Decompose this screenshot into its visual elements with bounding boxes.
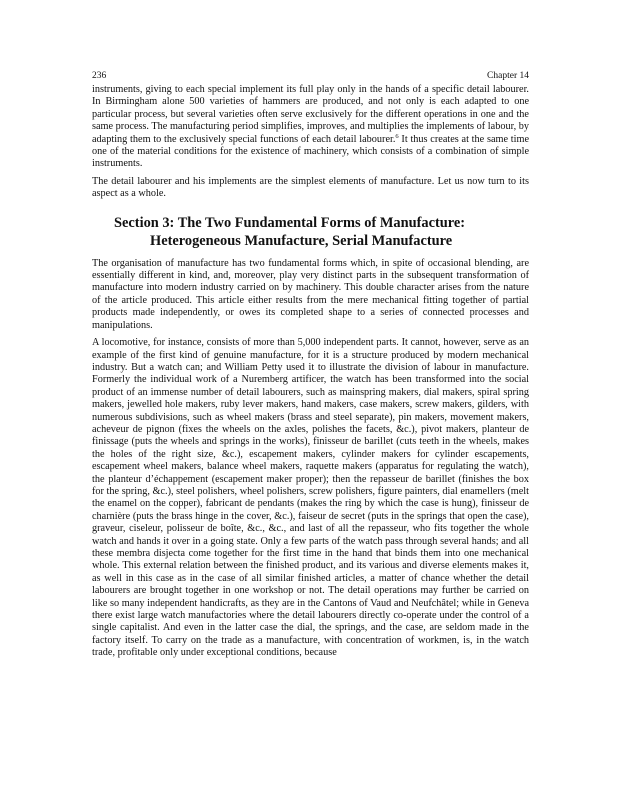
section-heading-line-1: Section 3: The Two Fundamental Forms of Manufacture: [114,214,466,231]
page-body [92,70,529,665]
footnote-marker-6[interactable]: 6 [395,132,399,140]
section-heading-line-2: Heterogeneous Manufacture, Serial Manufacture [150,232,453,249]
intro-paragraph-2: The detail labourer and his implements are the simplest elements of manufacture. Let us now turn to its aspect as a whole. [92,175,529,200]
intro-paragraph-1-text-a: instruments, giving to each special implement its full play only in the hands of a specific detail labourer. In Birmingham alone 500 varieties of hammers are produced, and not only is each adapted to one particular process, but several varieties often serve exclusively for the different operations in one and the same process. The manufacturing period simplifies, improves, and multiplies the implements of labour, by adapting them to the exclusively special functions of each detail labourer. [92,84,529,145]
section-heading [92,214,529,250]
section-paragraph-2: A locomotive, for instance, consists of more than 5,000 independent parts. It cannot, however, serve as an example of the first kind of genuine manufacture, for it is a structure produced by modern mechanical industry. But a watch can; and William Petty used it to illustrate the division of labour in manufacture. Formerly the individual work of a Nuremberg artificer, the watch has been transformed into the social product of an immense number of detail labourers, such as mainspring makers, dial makers, spiral spring makers, jewelled hole makers, ruby lever makers, hand makers, case makers, screw makers, gilders, with numerous subdivisions, such as wheel makers (brass and steel separate), pin makers, movement makers, acheveur de pignon (fixes the wheels on the axles, polishes the facets, &c.), pivot makers, planteur de finissage (puts the wheels and springs in the works), finisseur de barillet (cuts teeth in the wheels, makes the holes of the right size, &c.), escapement makers, cylinder makers for cylinder escapements, escapement wheel makers, balance wheel makers, raquette makers (apparatus for regulating the watch), the planteur d’échappement (escapement maker proper); then the repasseur de barillet (finishes the box for the spring, &c.), steel polishers, wheel polishers, screw polishers, figure painters, dial enamellers (melt the enamel on the copper), fabricant de pendants (makes the ring by which the case is hung), finisseur de charnière (puts the brass hinge in the cover, &c.), faiseur de secret (puts in the springs that open the case), graveur, ciseleur, polisseur de boîte, &c., &c., and last of all the repasseur, who fits together the whole watch and hands it over in a going state. Only a few parts of the watch pass through several hands; and all these membra disjecta come together for the first time in the hand that binds them into one mechanical whole. This external relation between the finished product, and its various and diverse elements makes it, as well in this case as in the case of all similar finished articles, a matter of chance whether the detail labourers are brought together in one workshop or not. The detail operations may further be carried on like so many independent handicrafts, as they are in the Cantons of Vaud and Neufchâtel; while in Geneva there exist large watch manufactories where the detail labourers directly co-operate under the control of a single capitalist. And even in the latter case the dial, the springs, and the case, are seldom made in the factory itself. To carry on the trade as a manufacture, with concentration of workmen, is, in the watch trade, profitable only under exceptional conditions, because [92,337,529,659]
running-head [92,70,529,83]
intro-paragraph-1-text-b: It thus creates at the same time one of the material conditions for the existence of machinery, which consists of a combination of simple instruments. [92,133,529,170]
page-number: 236 [92,71,107,81]
chapter-label: Chapter 14 [487,71,529,81]
intro-paragraph-1 [92,84,529,171]
section-paragraph-1: The organisation of manufacture has two fundamental forms which, in spite of occasional blending, are essentially different in kind, and, moreover, play very distinct parts in the subsequent transformation of manufacture into modern industry carried on by machinery. This double character arises from the nature of the article produced. This article either results from the mere mechanical fitting together of partial products made independently, or owes its completed shape to a series of connected processes and manipulations. [92,257,529,331]
